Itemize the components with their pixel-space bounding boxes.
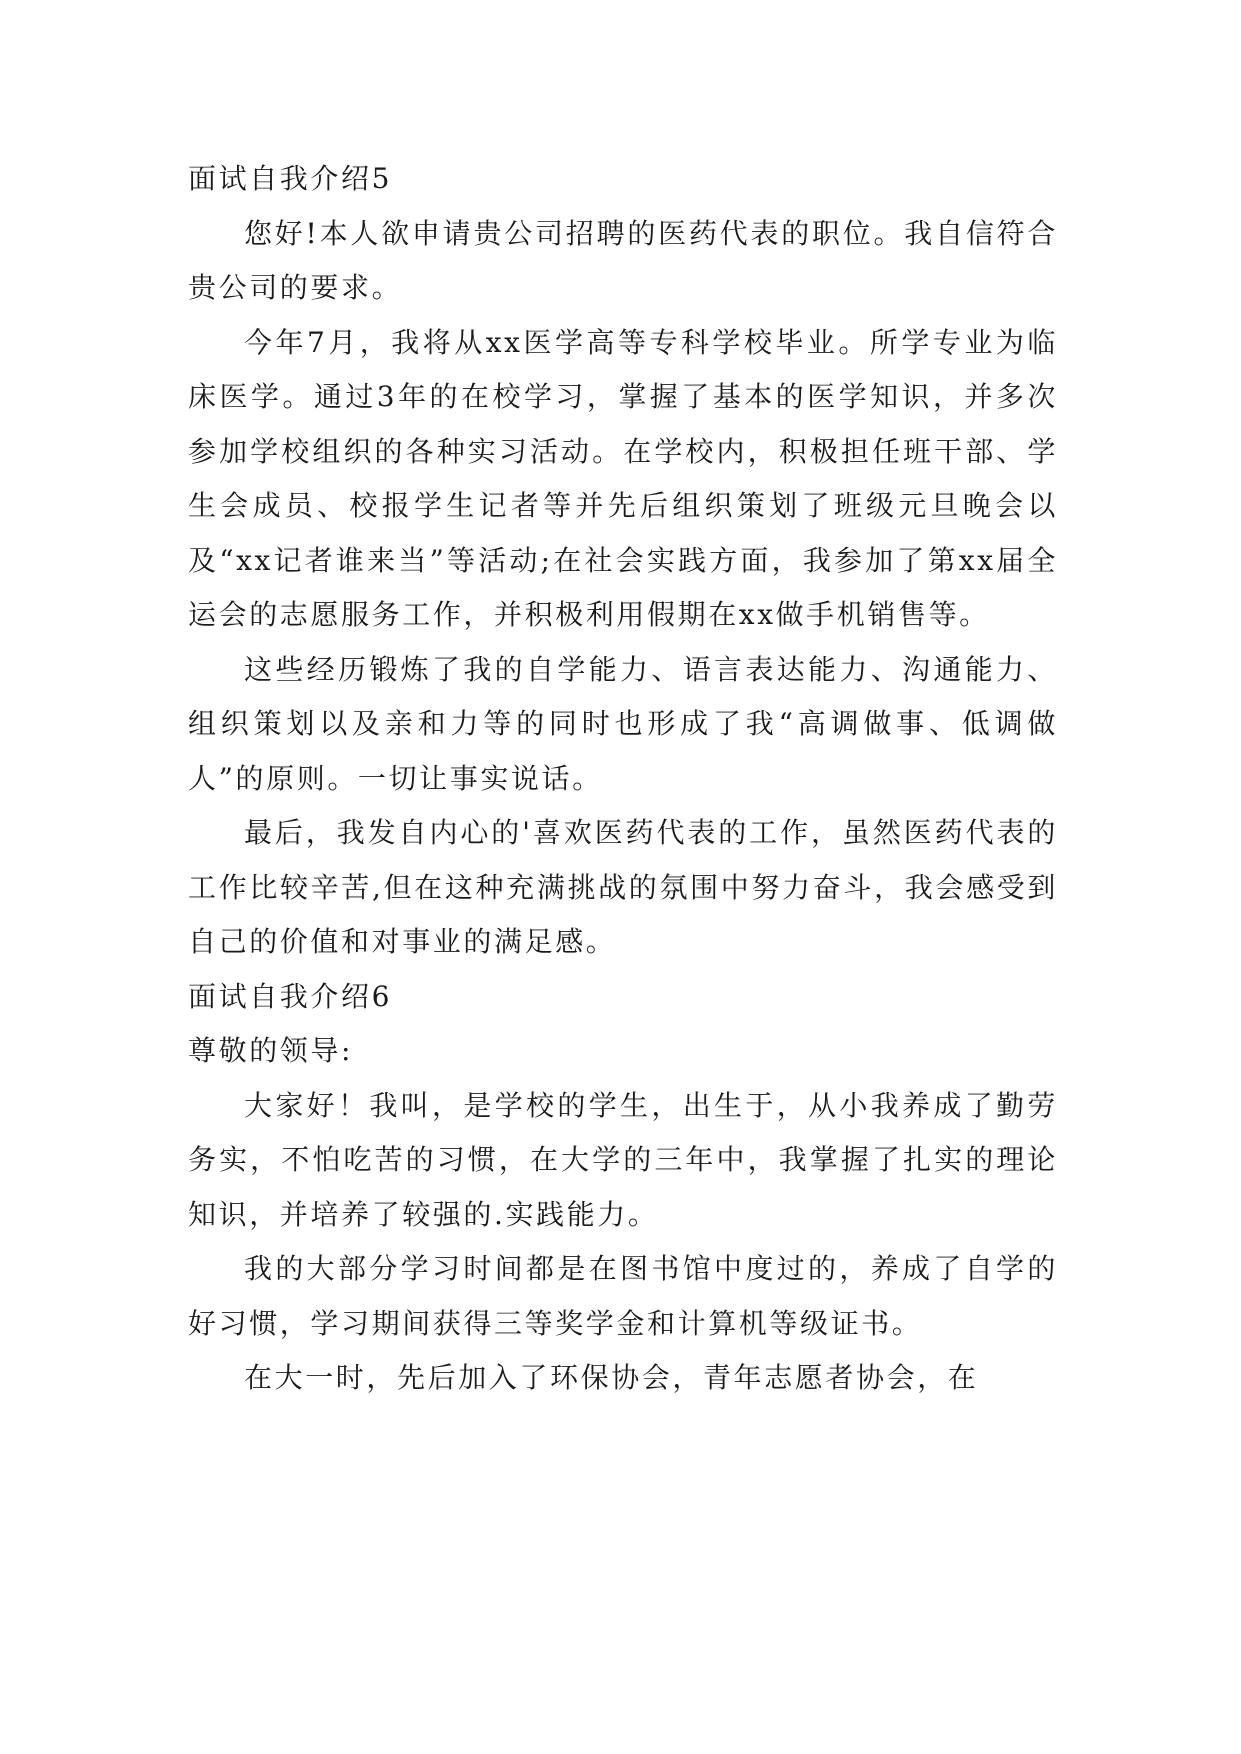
section-heading-6: 面试自我介绍6 bbox=[188, 979, 393, 1013]
paragraph: 您好!本人欲申请贵公司招聘的医药代表的职位。我自信符合贵公司的要求。 bbox=[188, 216, 1058, 304]
paragraph: 最后，我发自内心的'喜欢医药代表的工作，虽然医药代表的工作比较辛苦,但在这种充满挑战的氛围中努力奋斗，我会感受到自己的价值和对事业的满足感。 bbox=[188, 816, 1058, 958]
paragraph: 这些经历锻炼了我的自学能力、语言表达能力、沟通能力、组织策划以及亲和力等的同时也形成了我“高调做事、低调做人”的原则。一切让事实说话。 bbox=[188, 652, 1058, 795]
salutation: 尊敬的领导: bbox=[188, 1034, 354, 1067]
paragraph: 我的大部分学习时间都是在图书馆中度过的，养成了自学的好习惯，学习期间获得三等奖学金和计算机等级证书。 bbox=[188, 1252, 1058, 1340]
paragraph: 今年7月，我将从xx医学高等专科学校毕业。所学专业为临床医学。通过3年的在校学习，掌握了基本的医学知识，并多次参加学校组织的各种实习活动。在学校内，积极担任班干部、学生会成员、校报学生记者等并先后组织策划了班级元旦晚会以及“xx记者谁来当”等活动;在社会实践方面，我参加了第xx届全运会的志愿服务工作，并积极利用假期在xx做手机销售等。 bbox=[188, 325, 1058, 631]
paragraph: 在大一时，先后加入了环保协会，青年志愿者协会，在 bbox=[244, 1361, 979, 1394]
document-body bbox=[188, 152, 1058, 1406]
section-heading-5: 面试自我介绍5 bbox=[188, 162, 393, 195]
paragraph: 大家好！我叫，是学校的学生，出生于，从小我养成了勤劳务实，不怕吃苦的习惯，在大学的三年中，我掌握了扎实的理论知识，并培养了较强的.实践能力。 bbox=[188, 1088, 1058, 1231]
